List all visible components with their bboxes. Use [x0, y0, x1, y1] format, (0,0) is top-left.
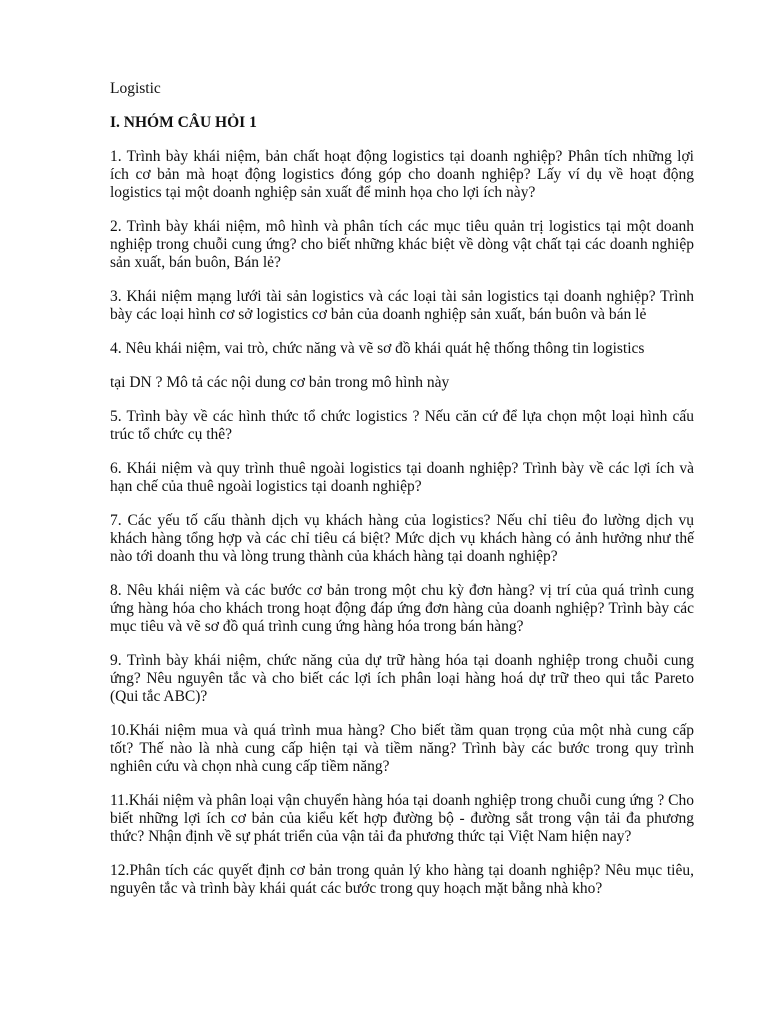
question-11: 11.Khái niệm và phân loại vận chuyển hàng hóa tại doanh nghiệp trong chuỗi cung ứng ? Cho biết những lợi ích cơ bản của kiểu kết hợp đường bộ - đường sắt trong vận tải đa phương thức? Nhận định về sự phát triển của vận tải đa phương thức tại Việt Nam hiện nay? — [110, 792, 694, 845]
question-9: 9. Trình bày khái niệm, chức năng của dự trữ hàng hóa tại doanh nghiệp trong chuỗi cung ứng? Nêu nguyên tắc và cho biết các lợi ích phân loại hàng hoá dự trữ theo qui tắc Pareto (Qui tắc ABC)? — [110, 652, 694, 705]
question-7: 7. Các yếu tố cấu thành dịch vụ khách hàng của logistics? Nếu chỉ tiêu đo lường dịch vụ khách hàng tổng hợp và các chỉ tiêu cá biệt? Mức dịch vụ khách hàng có ảnh hưởng như thế nào tới doanh thu và lòng trung thành của khách hàng tại doanh nghiệp? — [110, 512, 694, 565]
question-10: 10.Khái niệm mua và quá trình mua hàng? Cho biết tầm quan trọng của một nhà cung cấp tốt? Thế nào là nhà cung cấp hiện tại và tiềm năng? Trình bày các bước trong quy trình nghiên cứu và chọn nhà cung cấp tiềm năng? — [110, 722, 694, 775]
document-title: Logistic — [110, 80, 161, 97]
question-4-part-1: 4. Nêu khái niệm, vai trò, chức năng và vẽ sơ đồ khái quát hệ thống thông tin logistics — [110, 340, 645, 357]
question-2: 2. Trình bày khái niệm, mô hình và phân tích các mục tiêu quản trị logistics tại một doanh nghiệp trong chuỗi cung ứng? cho biết những khác biệt về dòng vật chất tại các doanh nghiệp sản xuất, bán buôn, Bán lẻ? — [110, 218, 694, 271]
question-4-part-2: tại DN ? Mô tả các nội dung cơ bản trong mô hình này — [110, 374, 450, 391]
question-1: 1. Trình bày khái niệm, bản chất hoạt động logistics tại doanh nghiệp? Phân tích những lợi ích cơ bản mà hoạt động logistics đóng góp cho doanh nghiệp? Lấy ví dụ về hoạt động logistics tại một doanh nghiệp sản xuất để minh họa cho lợi ích này? — [110, 148, 694, 201]
section-heading: I. NHÓM CÂU HỎI 1 — [110, 114, 257, 131]
question-6: 6. Khái niệm và quy trình thuê ngoài logistics tại doanh nghiệp? Trình bày về các lợi ích và hạn chế của thuê ngoài logistics tại doanh nghiệp? — [110, 460, 694, 495]
question-3: 3. Khái niệm mạng lưới tài sản logistics và các loại tài sản logistics tại doanh nghiệp? Trình bày các loại hình cơ sở logistics cơ bản của doanh nghiệp sản xuất, bán buôn và bán lẻ — [110, 288, 694, 323]
document-page — [110, 80, 694, 914]
question-12: 12.Phân tích các quyết định cơ bản trong quản lý kho hàng tại doanh nghiệp? Nêu mục tiêu, nguyên tắc và trình bày khái quát các bước trong quy hoạch mặt bằng nhà kho? — [110, 862, 694, 897]
question-8: 8. Nêu khái niệm và các bước cơ bản trong một chu kỳ đơn hàng? vị trí của quá trình cung ứng hàng hóa cho khách trong hoạt động đáp ứng đơn hàng của doanh nghiệp? Trình bày các mục tiêu và vẽ sơ đồ quá trình cung ứng hàng hóa trong bán hàng? — [110, 582, 694, 635]
question-5: 5. Trình bày về các hình thức tổ chức logistics ? Nếu căn cứ để lựa chọn một loại hình cấu trúc tổ chức cụ thê? — [110, 408, 694, 443]
